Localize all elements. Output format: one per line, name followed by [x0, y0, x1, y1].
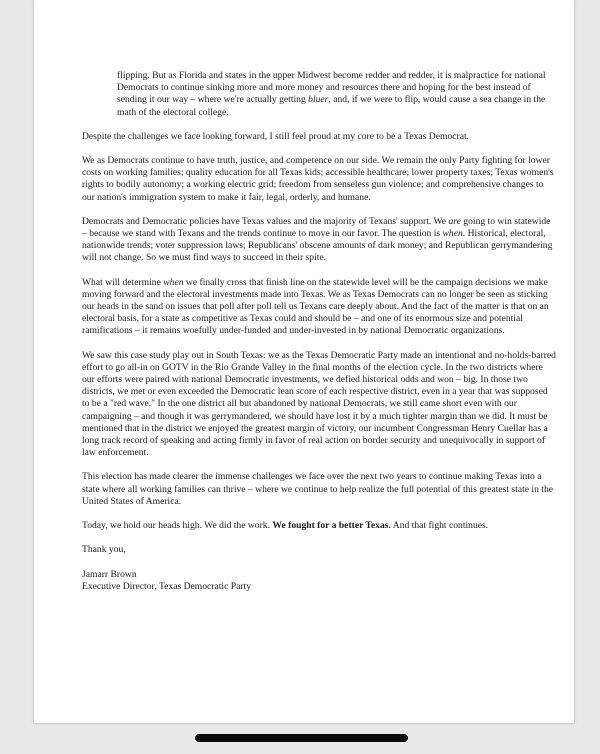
- letter-body: [82, 70, 557, 593]
- home-indicator-bar[interactable]: [195, 734, 408, 742]
- signer-title: Executive Director, Texas Democratic Party: [82, 580, 251, 592]
- paragraph-today: Today, we hold our heads high. We did the work. We fought for a better Texas. And that fight continues.: [82, 520, 489, 532]
- signer-name: Jamarr Brown: [82, 568, 137, 580]
- paragraph-proud: Despite the challenges we face looking forward, I still feel proud at my core to be a Texas Democrat.: [82, 130, 470, 142]
- paragraph-south-texas: We saw this case study play out in South Texas: we as the Texas Democratic Party made an intentional and no-holds-barred effort to go all-in on GOTV in the Rio Grande Valley in the final months of the election cycle. In the two districts where our efforts were paired with national Democratic investments, we defied historical odds and won – big. In those two districts, we met or even exceeded the Democratic lean score of each respective district, even in a year that was supposed to be a "red wave." In the one district all but abandoned by national Democrats, we still came short even with our campaigning – and though it was gerrymandered, we should have lost it by a much tighter margin than we did. It must be mentioned that in the district we enjoyed the greatest margin of victory, our incumbent Congressman Henry Cuellar has a long track record of speaking and acting firmly in favor of real action on border security and unequivocally in support of law enforcement.: [82, 349, 556, 459]
- emphasis-when-2: when: [163, 276, 184, 288]
- emphasis-bluer: bluer: [308, 94, 329, 106]
- paragraph-finish-line: What will determine when we finally cross that finish line on the statewide level will be the campaign decisions we make moving forward and the electoral investments made into Texas. We as Texas Democrats can no longer be seen as sticking our heads in the sand on issues that poll after poll tell us Texans care deeply about. And the fact of the matter is that on an electoral basis, for a state as competitive as Texas could and should be – and one of its enormous size and potential ramifications – it remains woefully under-funded and under-invested in by national Democratic organizations.: [82, 276, 549, 337]
- paragraph-values: We as Democrats continue to have truth, justice, and competence on our side. We remain the only Party fighting for lower costs on working families; quality education for all Texas kids; accessible healthcare; lower property taxes; Texas women's rights to bodily autonomy; a working electric grid; freedom from senseless gun violence; and comprehensive changes to our nation's immigration system to make it fair, legal, orderly, and humane.: [82, 155, 554, 203]
- quoted-paragraph: flipping. But as Florida and states in the upper Midwest become redder and redder, it is malpractice for national Democrats to continue sinking more and more money and resources there and hoping for the best instead of sending it our way – where we're actually getting bluer, and, if we were to flip, would cause a sea change in the math of the electoral college.: [117, 70, 546, 118]
- paragraph-support: Democrats and Democratic policies have Texas values and the majority of Texans' support. We are going to win statewide – because we stand with Texans and the trends continue to move in our favor. The question is when. Historical, electoral, nationwide trends; voter suppression laws; Republicans' obscene amounts of dark money; and Republican gerrymandering will not change. So we must find ways to succeed in their spite.: [82, 215, 553, 264]
- signature-block: [82, 569, 557, 593]
- paragraph-challenges: This election has made clearer the immense challenges we face over the next two years to continue making Texas into a state where all working families can thrive – where we continue to help realize the full potential of this greatest state in the United States of America.: [82, 471, 553, 507]
- closing-line: Thank you,: [82, 544, 126, 556]
- bold-fought: We fought for a better Texas.: [272, 520, 391, 532]
- emphasis-when: when: [442, 228, 463, 240]
- emphasis-are: are: [448, 215, 461, 227]
- document-page: [34, 0, 574, 723]
